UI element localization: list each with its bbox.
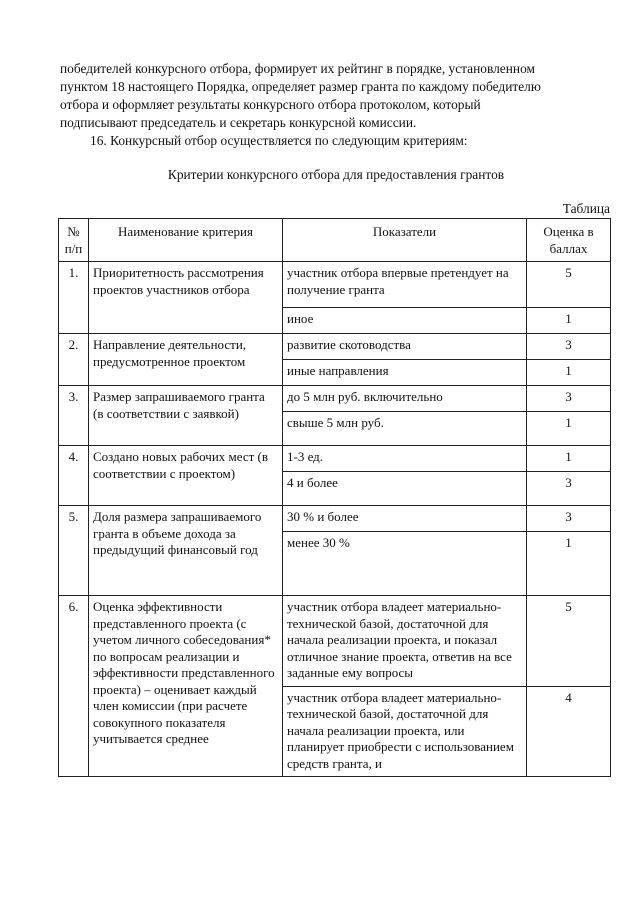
score-value: 3 bbox=[527, 472, 611, 506]
score-value: 5 bbox=[527, 596, 611, 687]
score-value: 3 bbox=[527, 506, 611, 532]
intro-line: подписывают председатель и секретарь конкурсной комиссии. bbox=[60, 115, 417, 130]
table-caption: Критерии конкурсного отбора для предоставления грантов bbox=[167, 167, 505, 182]
criterion-name: Направление деятельности, предусмотренное проектом bbox=[89, 334, 283, 386]
indicator-text: иные направления bbox=[283, 360, 527, 386]
score-value: 5 bbox=[527, 262, 611, 308]
score-value: 4 bbox=[527, 686, 611, 777]
criteria-table bbox=[58, 218, 611, 777]
criterion-name: Размер запрашиваемого гранта (в соответствии с заявкой) bbox=[89, 386, 283, 446]
table-row bbox=[59, 596, 611, 687]
intro-line: пунктом 18 настоящего Порядка, определяет размер гранта по каждому победителю bbox=[60, 79, 541, 94]
criterion-name: Создано новых рабочих мест (в соответствии с проектом) bbox=[89, 446, 283, 506]
indicator-text: 30 % и более bbox=[283, 506, 527, 532]
score-value: 1 bbox=[527, 360, 611, 386]
score-value: 1 bbox=[527, 412, 611, 446]
table-row bbox=[59, 446, 611, 472]
score-value: 3 bbox=[527, 386, 611, 412]
indicator-text: 1-3 ед. bbox=[283, 446, 527, 472]
indicator-text: свыше 5 млн руб. bbox=[283, 412, 527, 446]
header-score: Оценка в баллах bbox=[527, 219, 611, 262]
header-name: Наименование критерия bbox=[89, 219, 283, 262]
table-row bbox=[59, 386, 611, 412]
table-row bbox=[59, 262, 611, 308]
indicator-text: до 5 млн руб. включительно bbox=[283, 386, 527, 412]
criterion-name: Приоритетность рассмотрения проектов участников отбора bbox=[89, 262, 283, 334]
intro-line: отбора и оформляет результаты конкурсного отбора протоколом, который bbox=[60, 97, 481, 112]
criterion-num: 6. bbox=[59, 596, 89, 777]
intro-line: победителей конкурсного отбора, формирует их рейтинг в порядке, установленном bbox=[60, 61, 535, 76]
score-value: 1 bbox=[527, 446, 611, 472]
indicator-text: иное bbox=[283, 308, 527, 334]
criterion-num: 2. bbox=[59, 334, 89, 386]
indicator-text: участник отбора впервые претендует на получение гранта bbox=[283, 262, 527, 308]
indicator-text: участник отбора владеет материально-технической базой, достаточной для начала реализации проекта, или планирует приобрести с использованием средств гранта, и bbox=[283, 686, 527, 777]
criterion-name: Оценка эффективности представленного проекта (с учетом личного собеседования* по вопросам реализации и эффективности представленного проекта) – оценивает каждый член комиссии (при расчете совокупного показателя учитывается среднее bbox=[89, 596, 283, 777]
criterion-num: 4. bbox=[59, 446, 89, 506]
score-value: 3 bbox=[527, 334, 611, 360]
table-label: Таблица bbox=[562, 201, 610, 216]
criterion-num: 5. bbox=[59, 506, 89, 596]
table-row bbox=[59, 334, 611, 360]
score-value: 1 bbox=[527, 308, 611, 334]
indicator-text: менее 30 % bbox=[283, 532, 527, 596]
criterion-num: 3. bbox=[59, 386, 89, 446]
criterion-num: 1. bbox=[59, 262, 89, 334]
table-header-row bbox=[59, 219, 611, 262]
score-value: 1 bbox=[527, 532, 611, 596]
indicator-text: развитие скотоводства bbox=[283, 334, 527, 360]
indicator-text: 4 и более bbox=[283, 472, 527, 506]
item-16-text: 16. Конкурсный отбор осуществляется по следующим критериям: bbox=[90, 133, 468, 148]
header-num: № п/п bbox=[59, 219, 89, 262]
header-indicators: Показатели bbox=[283, 219, 527, 262]
criterion-name: Доля размера запрашиваемого гранта в объеме дохода за предыдущий финансовый год bbox=[89, 506, 283, 596]
table-row bbox=[59, 506, 611, 532]
indicator-text: участник отбора владеет материально-технической базой, достаточной для начала реализации проекта, и показал отличное знание проекта, ответив на все заданные ему вопросы bbox=[283, 596, 527, 687]
intro-paragraph bbox=[60, 60, 612, 132]
